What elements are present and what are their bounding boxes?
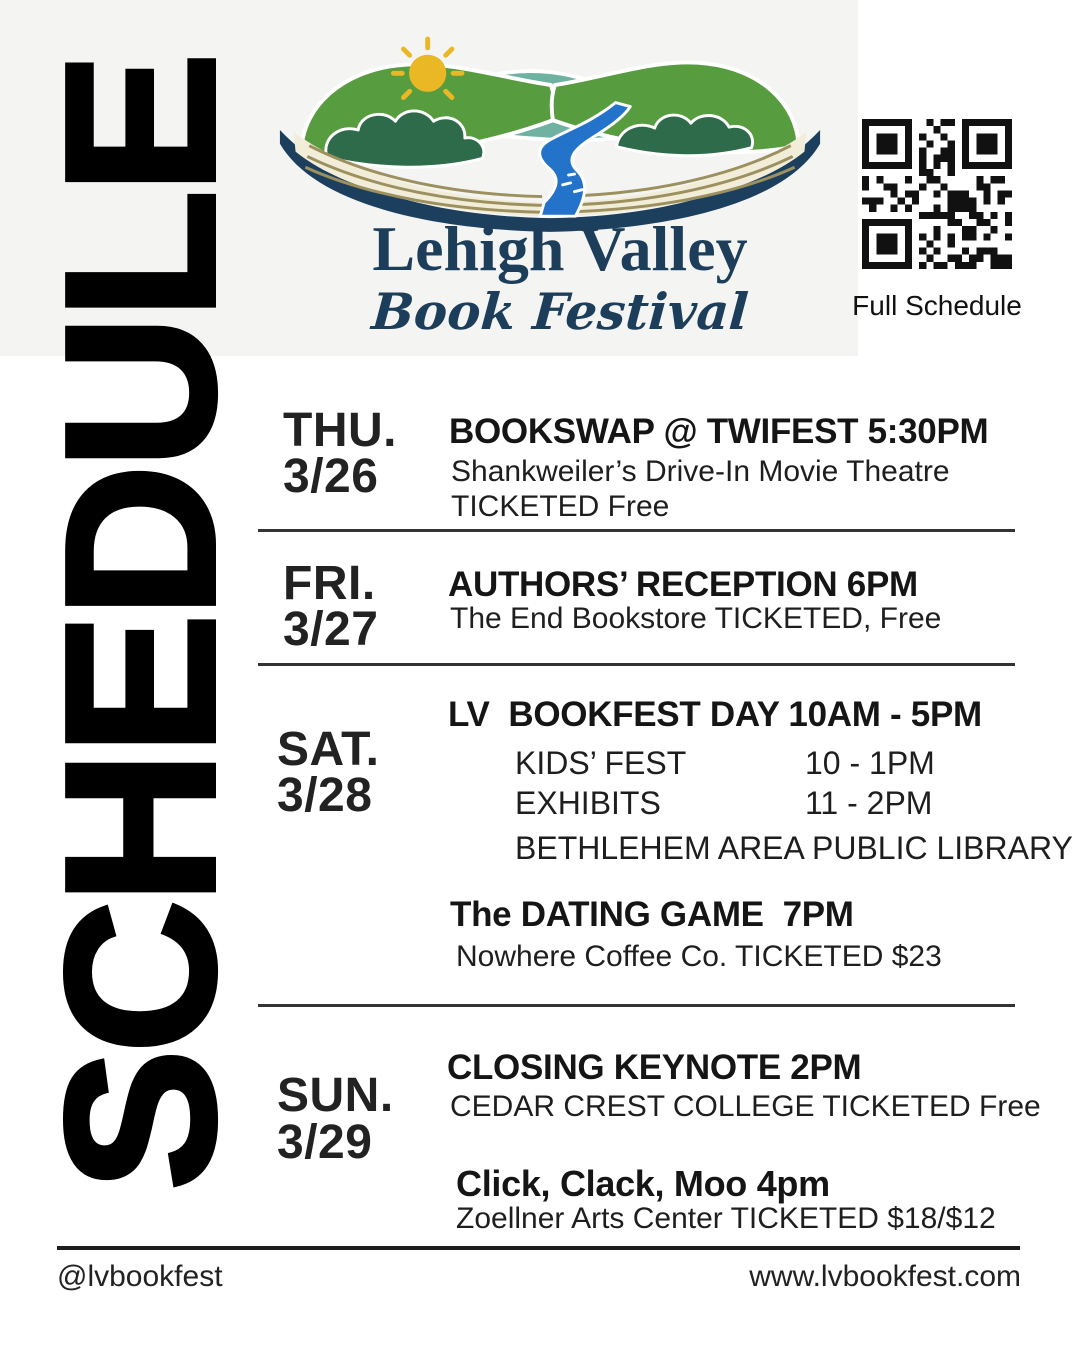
date-label-sun: 3/29	[277, 1116, 373, 1169]
day-label-sun: SUN.	[277, 1069, 394, 1122]
schedule-row-time: 10 - 1PM	[805, 745, 935, 781]
date-label-thu: 3/26	[283, 450, 379, 503]
schedule-row-time: 11 - 2PM	[805, 785, 933, 821]
vertical-schedule-title: SCHEDULE	[21, 56, 259, 1191]
event-detail: TICKETED Free	[451, 490, 670, 523]
social-handle: @lvbookfest	[57, 1260, 223, 1293]
day-label-fri: FRI.	[283, 557, 376, 610]
day-label-sat: SAT.	[277, 723, 380, 776]
schedule-row-name: EXHIBITS	[515, 785, 661, 821]
qr-code	[862, 119, 1012, 269]
date-label-sat: 3/28	[277, 769, 373, 822]
date-label-fri: 3/27	[283, 603, 379, 656]
event-title: BOOKSWAP @ TWIFEST 5:30PM	[449, 412, 989, 451]
qr-caption: Full Schedule	[852, 290, 1022, 321]
event-detail: Zoellner Arts Center TICKETED $18/$12	[456, 1202, 996, 1235]
event-title: AUTHORS’ RECEPTION 6PM	[448, 565, 918, 604]
schedule-row-name: KIDS’ FEST	[515, 745, 687, 781]
website-url: www.lvbookfest.com	[749, 1260, 1021, 1293]
event-title: CLOSING KEYNOTE 2PM	[447, 1048, 862, 1087]
event-detail: Nowhere Coffee Co. TICKETED $23	[456, 940, 942, 973]
event-title: The DATING GAME 7PM	[450, 895, 854, 934]
section-divider	[258, 529, 1015, 532]
event-detail: CEDAR CREST COLLEGE TICKETED Free	[450, 1090, 1041, 1123]
event-title: LV BOOKFEST DAY 10AM - 5PM	[448, 695, 982, 734]
logo-subtitle: Book Festival	[369, 282, 751, 341]
footer-divider	[57, 1246, 1020, 1250]
section-divider	[258, 663, 1015, 666]
day-label-thu: THU.	[283, 404, 397, 457]
event-venue: BETHLEHEM AREA PUBLIC LIBRARY	[515, 830, 1073, 866]
logo-title: Lehigh Valley	[372, 213, 748, 284]
book-festival-logo-icon	[276, 28, 824, 236]
section-divider	[258, 1004, 1015, 1007]
event-title: Click, Clack, Moo 4pm	[456, 1163, 830, 1204]
event-detail: The End Bookstore TICKETED, Free	[450, 602, 942, 635]
event-detail: Shankweiler’s Drive-In Movie Theatre	[451, 455, 950, 488]
